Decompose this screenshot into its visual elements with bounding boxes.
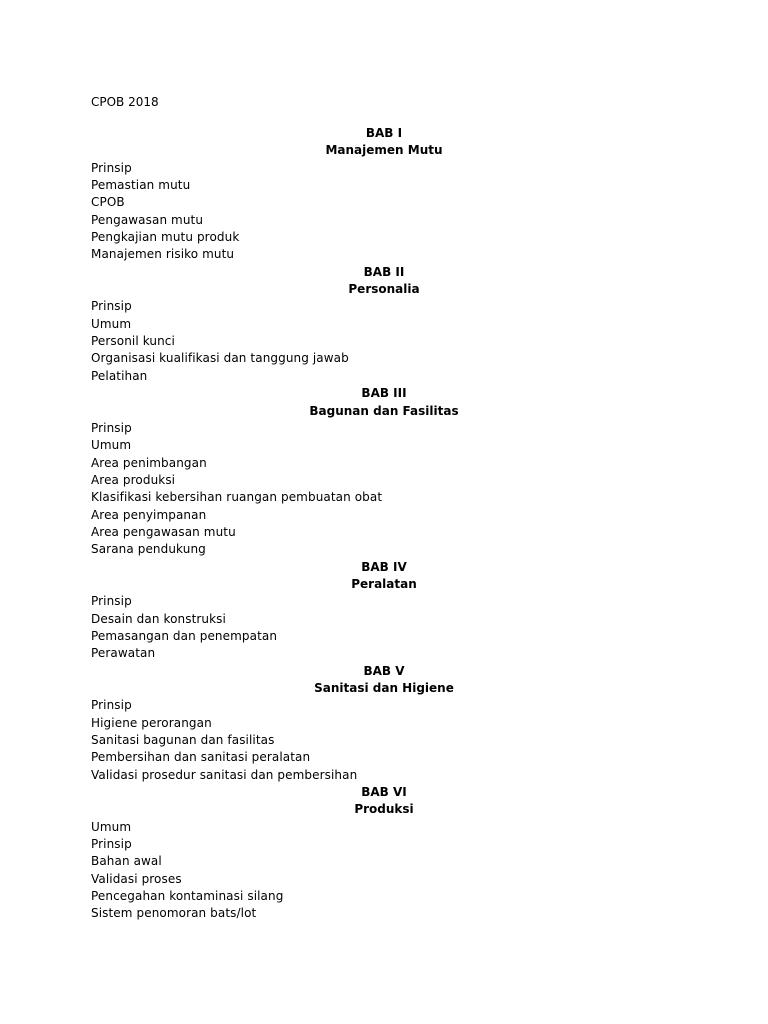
chapter-item: Prinsip	[91, 160, 132, 175]
chapter-item: Sarana pendukung	[91, 542, 206, 557]
chapter-item: Prinsip	[91, 594, 132, 609]
chapter-item: Klasifikasi kebersihan ruangan pembuatan obat	[91, 490, 383, 505]
chapter-item: Pembersihan dan sanitasi peralatan	[91, 750, 311, 765]
chapter-title: Peralatan	[351, 576, 417, 591]
chapter-item: Perawatan	[91, 646, 156, 661]
chapter-item: Pengkajian mutu produk	[91, 230, 240, 245]
chapter-section	[91, 125, 677, 264]
chapter-item: Pemastian mutu	[91, 178, 191, 193]
chapter-item: Umum	[91, 819, 132, 834]
chapter-item: Manajemen risiko mutu	[91, 247, 235, 262]
chapter-item: Pencegahan kontaminasi silang	[91, 889, 284, 904]
chapter-item: Prinsip	[91, 420, 132, 435]
chapter-item: Prinsip	[91, 698, 132, 713]
chapter-item: Sanitasi bagunan dan fasilitas	[91, 733, 275, 748]
chapter-item: Area penimbangan	[91, 455, 207, 470]
chapter-item: Sistem penomoran bats/lot	[91, 906, 257, 921]
chapter-item: Pemasangan dan penempatan	[91, 628, 278, 643]
chapter-section	[91, 264, 677, 385]
chapter-number: BAB I	[365, 126, 403, 140]
chapter-title: Produksi	[354, 802, 414, 817]
chapter-number: BAB VI	[361, 785, 407, 800]
chapter-item: Pengawasan mutu	[91, 212, 204, 227]
chapter-number: BAB IV	[361, 559, 407, 574]
chapter-item: CPOB	[91, 195, 125, 210]
chapter-number: BAB III	[361, 386, 407, 401]
chapter-number: BAB V	[363, 663, 405, 678]
document-title: CPOB 2018	[91, 95, 159, 109]
chapter-number: BAB II	[363, 264, 405, 279]
chapter-item: Prinsip	[91, 299, 132, 314]
chapter-section	[91, 663, 677, 784]
chapter-item: Higiene perorangan	[91, 715, 212, 730]
chapter-item: Validasi prosedur sanitasi dan pembersihan	[91, 767, 358, 782]
chapter-section	[91, 385, 677, 558]
chapter-item: Validasi proses	[91, 871, 182, 886]
chapter-title: Manajemen Mutu	[325, 143, 443, 158]
chapter-title: Bagunan dan Fasilitas	[309, 403, 459, 418]
chapter-item: Area produksi	[91, 472, 176, 487]
chapter-item: Desain dan konstruksi	[91, 611, 226, 626]
chapter-item: Area pengawasan mutu	[91, 524, 236, 539]
chapter-item: Pelatihan	[91, 368, 148, 383]
chapter-item: Personil kunci	[91, 334, 175, 349]
chapter-title: Sanitasi dan Higiene	[314, 681, 454, 695]
chapter-item: Prinsip	[91, 837, 132, 852]
chapter-item: Area penyimpanan	[91, 507, 207, 522]
chapter-section	[91, 559, 677, 663]
chapter-section	[91, 784, 677, 923]
chapter-item: Umum	[91, 316, 132, 331]
chapter-item: Organisasi kualifikasi dan tanggung jawab	[91, 351, 349, 366]
chapter-title: Personalia	[348, 282, 420, 297]
chapter-item: Umum	[91, 438, 132, 453]
document-content	[91, 125, 677, 923]
chapter-item: Bahan awal	[91, 854, 162, 869]
